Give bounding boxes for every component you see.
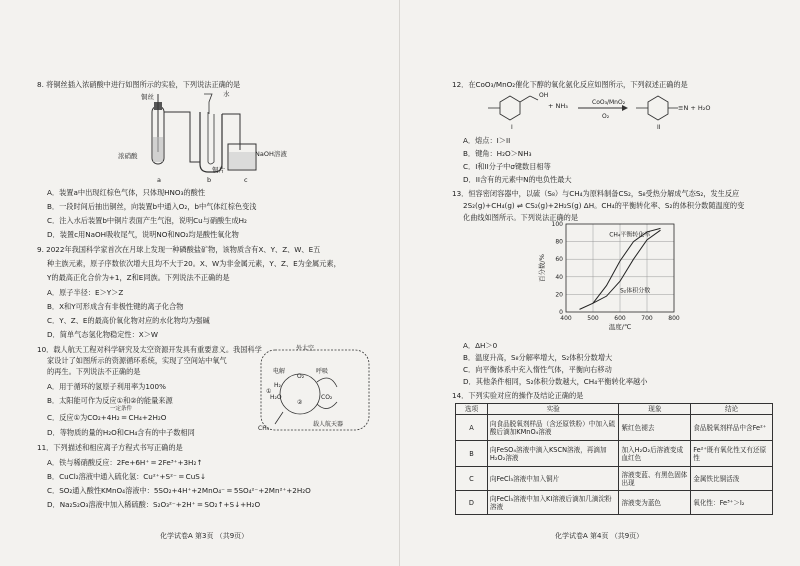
q13-stem-line3: 化曲线如图所示。下列说法正确的是: [463, 213, 579, 222]
chart-series-label: S₂体积分数: [620, 287, 651, 295]
chart-ytick-label: 40: [555, 273, 563, 281]
q8-label-c: c: [244, 176, 248, 184]
table-cell-option: A: [456, 415, 488, 441]
q12-option-a: A．熔点：I＞II: [463, 136, 511, 145]
q10-stem-line1: 10．载人航天工程对科学研究及太空资源开发具有重要意义。我国科学: [37, 345, 262, 354]
q10-label-r2: ②: [297, 399, 303, 406]
table-header-row: [456, 404, 773, 415]
table-cell-phenomenon: 溶液变蓝、有黑色固体出现: [619, 467, 691, 491]
chart-ytick-label: 60: [555, 256, 563, 264]
q10-option-c: C．反应①为CO₂+4H₂ ═ CH₄+2H₂O: [47, 413, 167, 422]
q13-stem-line2: 2S₂(g)+CH₄(g) ⇌ CS₂(g)+2H₂S(g) ΔH。CH₄的平衡转化率、S₂的体积分数随温度的变: [463, 201, 745, 210]
q12-label-II: II: [657, 124, 661, 131]
q8-option-a: A．装置a中出现红棕色气体，只体现HNO₃的酸性: [47, 188, 206, 197]
table-row: [456, 467, 773, 491]
chart-series-label: CH₄平衡转化率: [609, 231, 651, 239]
q10-label-h2: H₂: [274, 382, 281, 389]
table-row: [456, 441, 773, 467]
table-cell-phenomenon: 加入H₂O₂后溶液变成血红色: [619, 441, 691, 467]
q8-option-b: B．一段时间后抽出铜丝，向装置b中通入O₂，b中气体红棕色变浅: [47, 202, 257, 211]
chart-xtick-label: 400: [560, 315, 572, 322]
q12-catalyst: CoO₃/MnO₂: [592, 99, 626, 106]
column-divider: [399, 0, 400, 566]
table-cell-phenomenon: 溶液变为蓝色: [619, 491, 691, 515]
q11-option-a: A．铁与稀硝酸反应：2Fe+6H⁺ ═ 2Fe³⁺+3H₂↑: [47, 458, 203, 467]
chart-ytick-label: 100: [551, 221, 563, 228]
q10-label-h2o: H₂O: [270, 394, 282, 401]
q13-chart: [538, 218, 688, 336]
table-cell-conclusion: 氧化性：Fe³⁺＞I₂: [691, 491, 773, 515]
q10-condition: 一定条件: [110, 406, 133, 412]
chart-xtick-label: 700: [641, 315, 653, 322]
table-cell-option: C: [456, 467, 488, 491]
table-cell-option: B: [456, 441, 488, 467]
chart-yaxis-label: 百分数/%: [538, 254, 546, 282]
chart-xtick-label: 600: [614, 315, 626, 322]
q8-option-d: D．装置c用NaOH吸收尾气，说明NO和NO₂均是酸性氧化物: [47, 230, 239, 239]
q8-label-a: a: [157, 176, 161, 184]
q11-option-d: D．Na₂S₂O₃溶液中加入稀硫酸：S₂O₃²⁻+2H⁺ ═ SO₂↑+S↓+H₂O: [47, 500, 261, 509]
q10-label-o2: O₂: [297, 373, 305, 380]
q13-option-d: D．其他条件相同，S₂体积分数越大，CH₄平衡转化率越小: [463, 377, 648, 386]
chart-ytick-label: 20: [555, 291, 563, 299]
q10-option-a: A．用于循环的氢原子利用率为100%: [47, 382, 166, 391]
q12-product-tail: ≡N + H₂O: [678, 104, 711, 112]
q12-option-d: D．II含有的元素中N的电负性最大: [463, 175, 572, 184]
q10-label-breathe: 呼吸: [316, 368, 329, 375]
q13-option-c: C．向平衡体系中充入惰性气体，平衡向右移动: [463, 365, 612, 374]
q13-stem-line1: 13．恒容密闭容器中，以硫（S₈）与CH₄为原料制备CS₂，S₈受热分解成气态S₂，发生反应: [452, 189, 740, 198]
q13-option-b: B．温度升高，S₈分解率增大，S₂体积分数增大: [463, 353, 613, 362]
left-page-footer: 化学试卷A 第3页 （共9页）: [160, 532, 249, 540]
q13-option-a: A．ΔH＞0: [463, 341, 498, 350]
chart-xtick-label: 500: [587, 315, 599, 322]
q12-plus-nh3: + NH₃: [548, 102, 568, 110]
q9-option-c: C．Y、Z、E的最高价氧化物对应的水化物均为强碱: [47, 316, 210, 325]
table-row: [456, 415, 773, 441]
chart-xaxis-label: 温度/℃: [608, 323, 632, 331]
q8-option-c: C．注入水后装置b中铜片表面产生气泡，说明Cu与硝酸生成H₂: [47, 216, 247, 225]
table-cell-experiment: 向FeSO₄溶液中滴入KSCN溶液，再滴加H₂O₂溶液: [487, 441, 619, 467]
q9-option-d: D．简单气态氢化物稳定性：X＞W: [47, 330, 159, 339]
table-cell-conclusion: 金属铁比铜活泼: [691, 467, 773, 491]
chart-xtick-label: 800: [668, 315, 680, 322]
q10-stem-line3: 的再生。下列说法不正确的是: [47, 367, 141, 376]
q9-stem-line3: Y的最高正化合价为+1，Z和E同族。下列说法不正确的是: [47, 273, 230, 282]
table-header-phenomenon: 现象: [619, 404, 691, 415]
chart-ytick-label: 0: [559, 309, 563, 316]
q12-option-c: C．I和II分子中σ键数目相等: [463, 162, 551, 171]
q10-option-b: B．太阳能可作为反应①和②的能量来源: [47, 396, 173, 405]
q9-option-b: B．X和Y可形成含有非极性键的离子化合物: [47, 302, 184, 311]
right-page-footer: 化学试卷A 第4页 （共9页）: [555, 532, 644, 540]
table-cell-experiment: 向FeCl₃溶液中加入铜片: [487, 467, 619, 491]
chart-ytick-label: 80: [555, 238, 563, 246]
q11-option-b: B．CuCl₂溶液中通入硫化氢：Cu²⁺+S²⁻ ═ CuS↓: [47, 472, 206, 481]
q9-stem-line2: 种主族元素，原子序数依次增大且均不大于20。X、W为非金属元素，Y、Z、E为金属元素，: [47, 259, 341, 268]
q10-label-ch4: CH₄: [258, 425, 270, 432]
table-cell-experiment: 向FeCl₃溶液中加入KI溶液后滴加几滴淀粉溶液: [487, 491, 619, 515]
table-row: [456, 491, 773, 515]
q12-label-I: I: [511, 124, 513, 131]
q12-stem: 12．在CoO₃/MnO₂催化下醇的氧化氨化反应如图所示，下列叙述正确的是: [452, 80, 688, 89]
table-cell-conclusion: Fe²⁺既有氧化性又有还原性: [691, 441, 773, 467]
q10-label-cabin: 载人航天器: [313, 421, 344, 428]
q10-option-d: D．等物质的量的H₂O和CH₄含有的中子数相同: [47, 428, 195, 437]
q12-oxidant: O₂: [602, 113, 610, 120]
q10-label-r1: ①: [266, 388, 272, 395]
table-cell-experiment: 向食品脱氧剂样品（含还原铁粉）中加入硫酸后滴加KMnO₄溶液: [487, 415, 619, 441]
q11-stem: 11．下列描述和相应离子方程式书写正确的是: [37, 443, 183, 452]
q10-label-co2: CO₂: [321, 394, 333, 401]
q10-stem-line2: 家设计了如图所示的资源循环系统，实现了空间站中氧气: [47, 356, 227, 365]
table-header-option: 选项: [456, 404, 488, 415]
q12-oh-label: OH: [539, 92, 549, 99]
q8-stem: 8. 将铜丝插入浓硝酸中进行如图所示的实验，下列说法正确的是: [37, 80, 241, 89]
q14-experiment-table: [455, 403, 773, 515]
q9-stem-line1: 9. 2022年我国科学家首次在月球上发现一种磷酸盐矿物，该物质含有X、Y、Z、W、E五: [37, 245, 321, 254]
q8-label-bulb: 铜片: [212, 166, 225, 174]
q8-label-nitric: 浓硝酸: [118, 152, 138, 160]
table-cell-conclusion: 食品脱氧剂样品中含Fe²⁺: [691, 415, 773, 441]
q14-stem: 14．下列实验对应的操作及结论正确的是: [452, 391, 584, 400]
q11-option-c: C．SO₂通入酸性KMnO₄溶液中：5SO₂+4H⁺+2MnO₄⁻ ═ 5SO₄²⁻+2Mn²⁺+2H₂O: [47, 486, 311, 495]
table-header-experiment: 实验: [487, 404, 619, 415]
table-cell-phenomenon: 紫红色褪去: [619, 415, 691, 441]
table-header-conclusion: 结论: [691, 404, 773, 415]
q8-label-b: b: [207, 176, 212, 184]
q8-label-copper-wire: 铜丝: [141, 93, 154, 101]
q9-option-a: A．原子半径：E＞Y＞Z: [47, 288, 124, 297]
q12-option-b: B．键角：H₂O＞NH₃: [463, 149, 532, 158]
q10-diagram-title: 外太空: [296, 345, 315, 352]
q8-label-naoh: NaOH溶液: [255, 150, 287, 158]
table-cell-option: D: [456, 491, 488, 515]
q10-label-electrolysis: 电解: [273, 368, 286, 375]
q8-label-water: 水: [223, 90, 230, 98]
